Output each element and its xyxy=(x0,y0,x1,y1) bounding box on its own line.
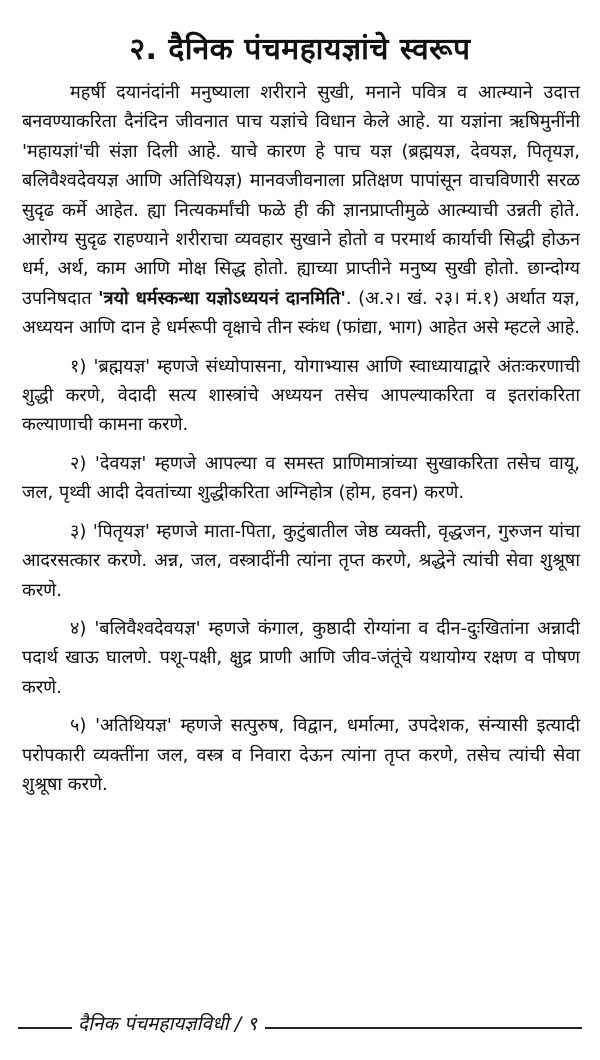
upanishad-quote: 'त्रयो धर्मस्कन्धा यज्ञोऽध्ययनं दानमिति' xyxy=(98,287,346,309)
body-text xyxy=(22,78,580,799)
footer-rule-left xyxy=(18,1027,72,1029)
intro-text-2: . (अ.२। खं. २३। मं.१) अर्थात यज्ञ, अध्ययन आणि दान हे धर्मरूपी वृक्षाचे तीन स्कंध (फांद्या, भाग) आहेत असे म्हटले आहे. xyxy=(22,287,580,339)
page-footer xyxy=(18,1004,582,1044)
page-title: २. दैनिक पंचमहायज्ञांचे स्वरूप xyxy=(129,32,471,67)
list-item-devayagya: २) 'देवयज्ञ' म्हणजे आपल्या व समस्त प्राणिमात्रांच्या सुखाकरिता तसेच वायू, जल, पृथ्वी आदी देवतांच्या शुद्धीकरिता अग्निहोत्र (होम, हवन) करणे. xyxy=(22,452,580,504)
list-item-atithiyagya: ५) 'अतिथियज्ञ' म्हणजे सत्पुरुष, विद्वान, धर्मात्मा, उपदेशक, संन्यासी इत्यादी परोपकारी व्यक्तींना जल, वस्त्र व निवारा देऊन त्यांना तृप्त करणे, तसेच त्यांची सेवा शुश्रूषा करणे. xyxy=(22,715,580,795)
intro-paragraph xyxy=(22,78,580,343)
intro-text-1: महर्षी दयानंदांनी मनुष्याला शरीराने सुखी, मनाने पवित्र व आत्म्याने उदात्त बनवण्याकरिता दैनंदिन जीवनात पाच यज्ञांचे विधान केले आहे. या यज्ञांना ऋषिमुनींनी 'महायज्ञां'ची संज्ञा दिली आहे. याचे कारण हे पाच यज्ञ (ब्रह्मयज्ञ, देवयज्ञ, पितृयज्ञ, बलिवैश्वदेवयज्ञ आणि अतिथियज्ञ) मानवजीवनाला प्रतिक्षण पापांसून वाचविणारी सरळ सुदृढ कर्मे आहेत. ह्या नित्यकर्मांची फळे ही की ज्ञानप्राप्तीमुळे आत्म्याची उन्नती होते. आरोग्य सुदृढ राहण्याने शरीराचा व्यवहार सुखाने होतो व परमार्थ कार्याची सिद्धी होऊन धर्म, अर्थ, काम आणि मोक्ष सिद्ध होतो. ह्याच्या प्राप्तीने मनुष्य सुखी होतो. छान्दोग्य उपनिषदात xyxy=(22,82,580,309)
list-item-brahmayagya: १) 'ब्रह्मयज्ञ' म्हणजे संध्योपासना, योगाभ्यास आणि स्वाध्यायाद्वारे अंतःकरणाची शुद्धी करणे, वेदादी सत्य शास्त्रांचे अध्ययन तसेच आपल्याकरिता व इतरांकरिता कल्याणाची कामना करणे. xyxy=(22,355,580,436)
list-item-pitruyagya: ३) 'पितृयज्ञ' म्हणजे माता-पिता, कुटुंबातील जेष्ठ व्यक्ती, वृद्धजन, गुरुजन यांचा आदरसत्कार करणे. अन्न, जल, वस्त्रादींनी त्यांना तृप्त करणे, श्रद्धेने त्यांची सेवा शुश्रूषा करणे. xyxy=(22,520,580,601)
list-item-balivaishvadevayagya: ४) 'बलिवैश्वदेवयज्ञ' म्हणजे कंगाल, कुष्ठादी रोग्यांना व दीन-दुःखितांना अन्नादी पदार्थ खाऊ घालणे. पशू-पक्षी, क्षुद्र प्राणी आणि जीव-जंतूंचे यथायोग्य रक्षण व पोषण करणे. xyxy=(22,617,580,698)
footer-rule-right xyxy=(265,1027,582,1029)
footer-book-title: दैनिक पंचमहायज्ञविधी / ९ xyxy=(78,1013,258,1035)
